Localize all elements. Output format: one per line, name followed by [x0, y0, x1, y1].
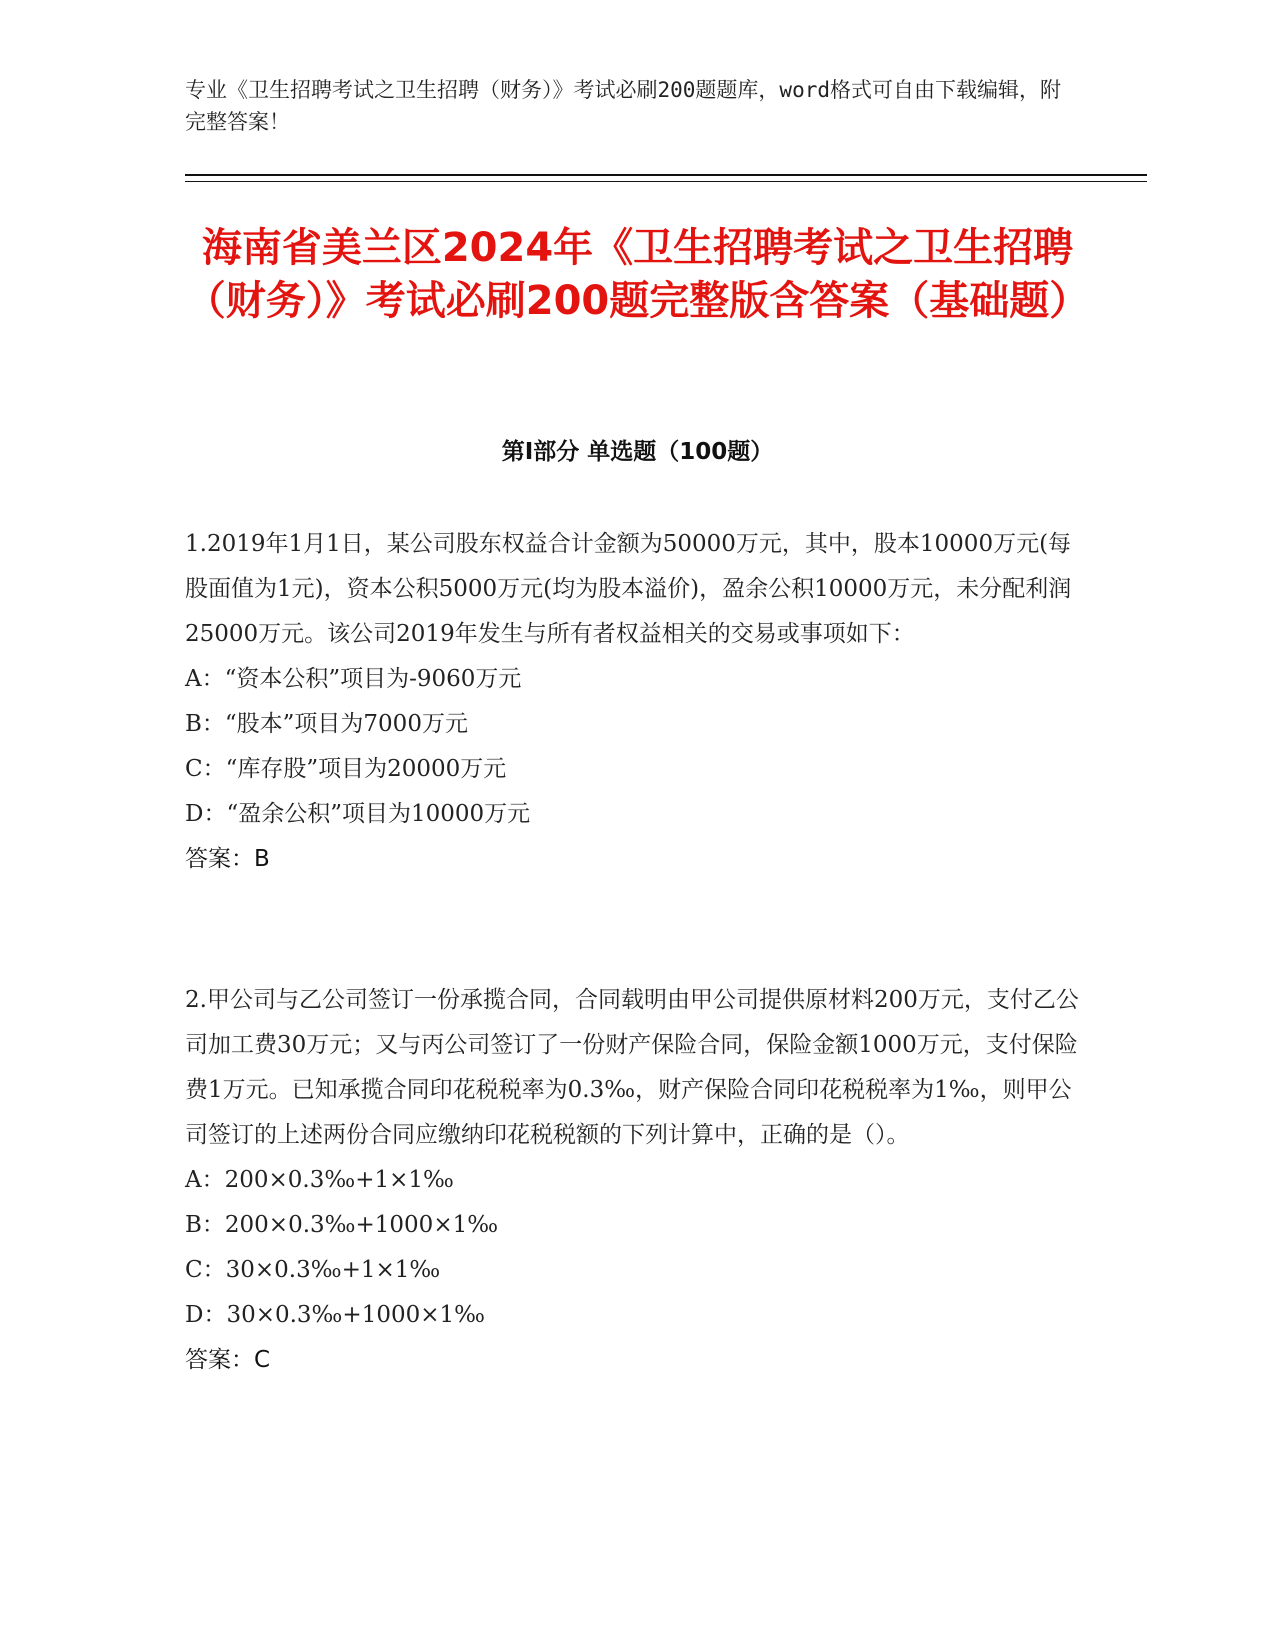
document-title: 海南省美兰区2024年《卫生招聘考试之卫生招聘（财务）》考试必刷200题完整版含答案（基础题）	[185, 225, 1090, 324]
option-c: C：30×0.3‰+1×1‰	[185, 1257, 441, 1283]
option-d: D：“盈余公积”项目为10000万元	[185, 801, 531, 827]
option-b: B：“股本”项目为7000万元	[185, 711, 468, 737]
section-title: 第Ⅰ部分 单选题（100题）	[501, 439, 774, 465]
option-a: A：“资本公积”项目为-9060万元	[185, 666, 522, 692]
option-c: C：“库存股”项目为20000万元	[185, 756, 507, 782]
header-divider-thick	[185, 174, 1147, 176]
header-divider-thin	[185, 181, 1147, 182]
question-stem: 2.甲公司与乙公司签订一份承揽合同，合同载明由甲公司提供原材料200万元，支付乙公司加工费30万元；又与丙公司签订了一份财产保险合同，保险金额1000万元，支付保险费1万元。已知承揽合同印花税税率为0.3‰，财产保险合同印花税税率为1‰，则甲公司签订的上述两份合同应缴纳印花税税额的下列计算中，正确的是（）。	[185, 987, 1079, 1148]
option-d: D：30×0.3‰+1000×1‰	[185, 1302, 485, 1328]
answer: 答案：C	[185, 1347, 271, 1373]
question-1	[185, 522, 1080, 882]
header-note: 专业《卫生招聘考试之卫生招聘（财务）》考试必刷200题题库，word格式可自由下载编辑，附完整答案！	[185, 78, 1061, 134]
option-b: B：200×0.3‰+1000×1‰	[185, 1212, 499, 1238]
option-a: A：200×0.3‰+1×1‰	[185, 1167, 454, 1193]
question-stem: 1.2019年1月1日，某公司股东权益合计金额为50000万元，其中，股本10000万元(每股面值为1元)，资本公积5000万元(均为股本溢价)，盈余公积10000万元，未分配利润25000万元。该公司2019年发生与所有者权益相关的交易或事项如下：	[185, 531, 1072, 647]
answer: 答案：B	[185, 846, 270, 872]
question-2	[185, 978, 1080, 1383]
